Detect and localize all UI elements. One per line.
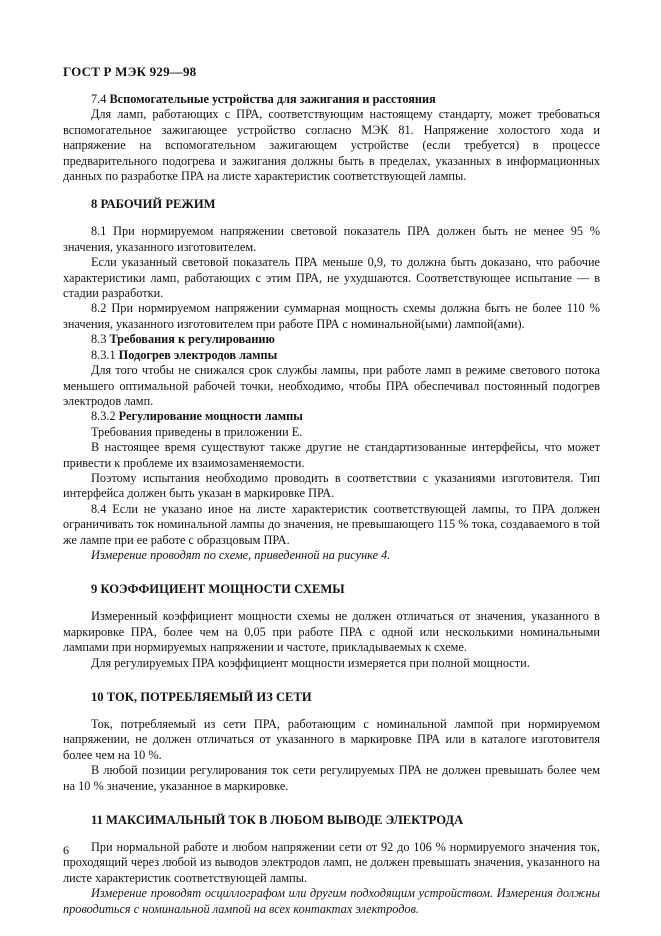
subsection-number: 8.3.1 xyxy=(91,347,116,362)
paragraph: Поэтому испытания необходимо проводить в соответствии с указаниями изготовителя. Тип интерфейса должен быть указан в маркировке ПРА. xyxy=(63,470,600,501)
paragraph: Требования приведены в приложении Е. xyxy=(91,424,303,439)
measurement-note: Измерение проводят по схеме, приведенной на рисунке 4. xyxy=(91,547,391,562)
paragraph: Для того чтобы не снижался срок службы лампы, при работе ламп в режиме светового потока меньшего оптимальной рабочей точки, необходимо, чтобы ПРА обеспечивал постоянный подогрев электродов ламп. xyxy=(63,363,600,408)
paragraph: Для регулируемых ПРА коэффициент мощности измеряется при полной мощности. xyxy=(91,655,530,670)
paragraph: В любой позиции регулирования ток сети регулируемых ПРА не должен превышать более чем на 10 % значение, указанное в маркировке. xyxy=(63,763,600,793)
paragraph: Если указанный световой показатель ПРА меньше 0,9, то должна быть доказано, что рабочие характеристики ламп, работающих с этим ПРА, не ухудшаются. Соответствующее испытание — в стадии разработки. xyxy=(63,255,600,301)
subsection-number: 8.3.2 xyxy=(91,409,116,424)
paragraph: В настоящее время существуют также другие не стандартизованные интерфейсы, что может привести к проблеме их взаимозаменяемости. xyxy=(63,440,600,470)
section-heading-8: 8 РАБОЧИЙ РЕЖИМ xyxy=(91,197,216,212)
subsection-8-3-title xyxy=(63,332,600,347)
paragraph: При нормальной работе и любом напряжении сети от 92 до 106 % нормируемого значения ток, проходящий через любой из выводов электродов ламп, не должен превышать значения, указанного на листе характеристик соответствующей лампы. xyxy=(63,840,600,885)
document-header: ГОСТ Р МЭК 929—98 xyxy=(63,64,197,79)
section-heading-10: 10 ТОК, ПОТРЕБЛЯЕМЫЙ ИЗ СЕТИ xyxy=(91,690,312,704)
subsection-title: Требования к регулированию xyxy=(109,332,275,347)
subsection-number: 8.3 xyxy=(91,332,107,347)
subsection-title: Вспомогательные устройства для зажигания и расстояния xyxy=(109,92,436,106)
subsection-number: 7.4 xyxy=(91,92,107,106)
subsection-8-3-1-title xyxy=(63,348,600,363)
paragraph: Ток, потребляемый из сети ПРА, работающим с номинальной лампой при нормируемом напряжении, не должен отличаться от указанного в маркировке ПРА или в каталоге изготовителя более чем на 10 %. xyxy=(63,717,600,762)
paragraph: 8.1 При нормируемом напряжении световой показатель ПРА должен быть не менее 95 % значения, указанного изготовителем. xyxy=(63,224,600,254)
paragraph: 8.2 При нормируемом напряжении суммарная мощность схемы должна быть не более 110 % значения, указанного изготовителем при работе ПРА с номинальной(ыми) лампой(ами). xyxy=(63,301,600,331)
subsection-title: Подогрев электродов лампы xyxy=(118,347,278,362)
document-body xyxy=(63,92,600,917)
subsection-8-3-2-title xyxy=(63,409,600,424)
section-heading-11: 11 МАКСИМАЛЬНЫЙ ТОК В ЛЮБОМ ВЫВОДЕ ЭЛЕКТРОДА xyxy=(91,813,464,828)
paragraph: Измеренный коэффициент мощности схемы не должен отличаться от значения, указанного в маркировке ПРА, более чем на 0,05 при работе ПРА с одной или несколькими номинальными лампами при нормируемых напряжении и частоте, прикладываемых к схеме. xyxy=(63,609,600,655)
paragraph: 8.4 Если не указано иное на листе характеристик соответствующей лампы, то ПРА должен ограничивать ток номинальной лампы до значения, не превышающего 115 % тока, создаваемого в той же лампе при ее работе с образцовым ПРА. xyxy=(63,501,600,547)
paragraph: Для ламп, работающих с ПРА, соответствующим настоящему стандарту, может требоваться вспомогательное зажигающее устройство согласно МЭК 81. Напряжение холостого хода и напряжение на вспомогательном зажигающем устройстве (если требуется) в процессе предварительного подогрева и зажигания должны быть в пределах, указанных в информационных данных по разработке ПРА на листе характеристик соответствующей лампы. xyxy=(63,107,600,184)
subsection-7-4-title xyxy=(63,92,600,107)
page-number: 6 xyxy=(63,843,69,857)
subsection-title: Регулирование мощности лампы xyxy=(118,409,303,424)
section-heading-9: 9 КОЭФФИЦИЕНТ МОЩНОСТИ СХЕМЫ xyxy=(91,582,345,597)
measurement-note: Измерение проводят осциллографом или другим подходящим устройством. Измерения должны проводиться с номинальной лампой на всех контактах электродов. xyxy=(63,886,600,916)
